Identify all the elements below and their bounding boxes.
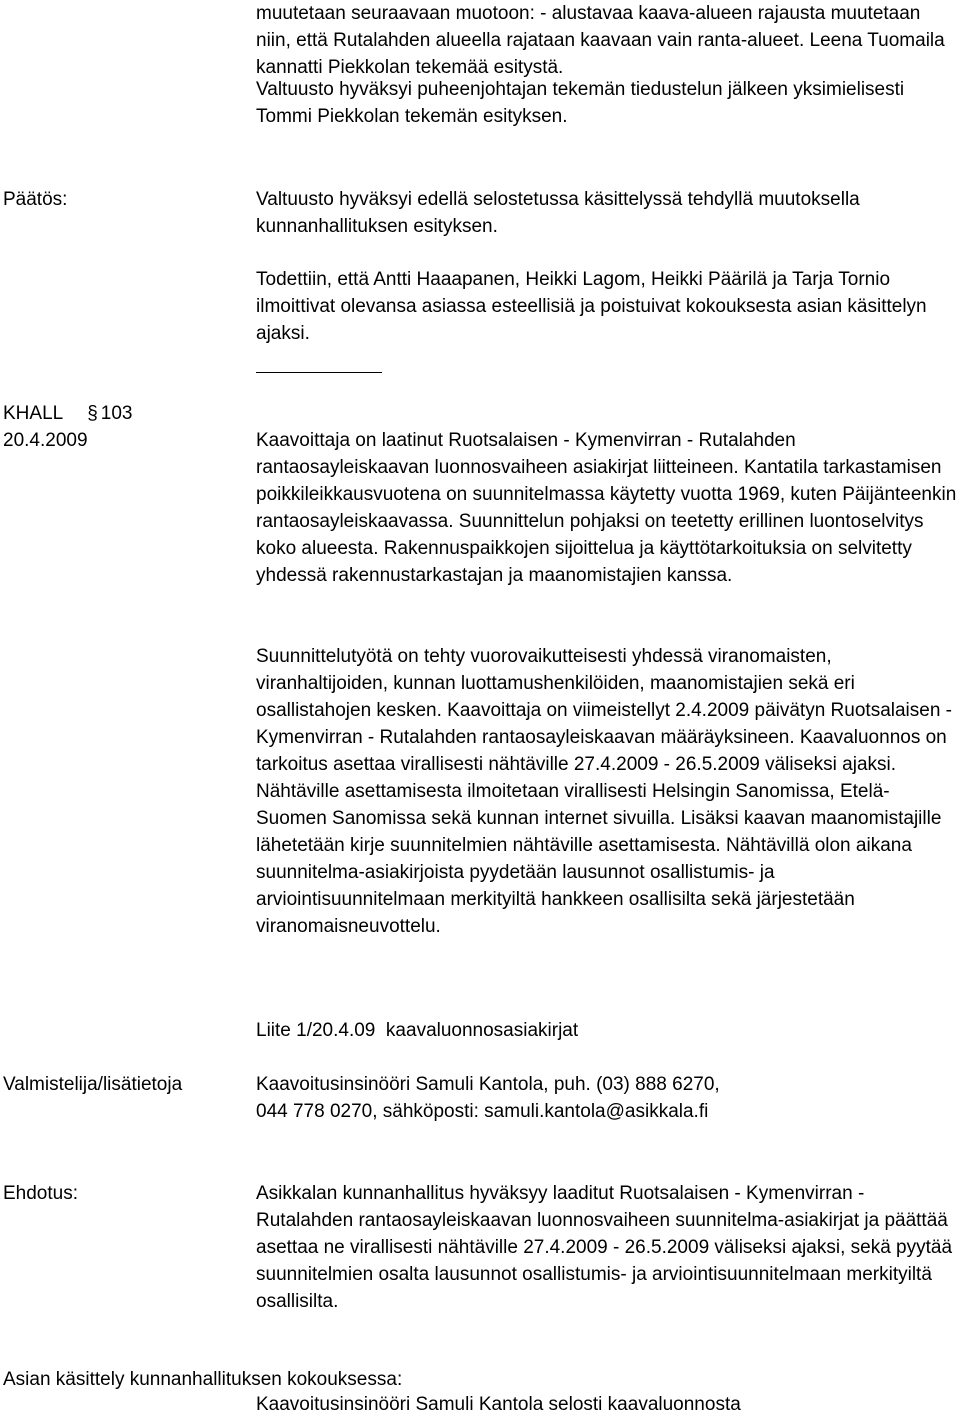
preparer-line-1: Kaavoitusinsinööri Samuli Kantola, puh. (03) 888 6270, (256, 1074, 720, 1095)
separator-line (256, 372, 382, 373)
board-meeting-heading: Asian käsittely kunnanhallituksen kokouksessa: (3, 1369, 403, 1390)
item-date: 20.4.2009 (3, 430, 88, 451)
item-number: 103 (100, 403, 133, 424)
item-reference (3, 400, 132, 427)
proposal-text: Asikkalan kunnanhallitus hyväksyy laaditut Ruotsalaisen - Kymenvirran - Rutalahden rantaosayleiskaavan luonnosvaiheen suunnitelma-asiakirjat ja päättää asettaa ne virallisesti nähtäville 27.4.2009 - 26.5.2009 väliseksi ajaksi, sekä pyytää suunnitelmien osalta lausunnot osallistumis- ja arviointisuunnitelmaan merkityiltä osallisilta. (256, 1183, 953, 1312)
item-paragraph-1: Kaavoittaja on laatinut Ruotsalaisen - Kymenvirran - Rutalahden rantaosayleiskaavan luonnosvaiheen asiakirjat liitteineen. Kantatila tarkastamisen poikkileikkausvuotena on suunnitelmassa käytetty vuotta 1969, kuten Päijänteenkin rantaosayleiskaavassa. Suunnittelun pohjaksi on teetetty erillinen luontoselvitys koko alueesta. Rakennuspaikkojen sijoittelua ja käyttötarkoituksia on selvitetty yhdessä rakennustarkastajan ja maanomistajien kanssa. (256, 430, 957, 586)
body-abbreviation: KHALL (3, 403, 64, 424)
preparer-label: Valmistelija/lisätietoja (3, 1074, 183, 1095)
continuation-paragraph-2: Valtuusto hyväksyi puheenjohtajan tekemän tiedustelun jälkeen yksimielisesti Tommi Piekkolan tekemän esityksen. (256, 79, 905, 127)
decision-text: Valtuusto hyväksyi edellä selostetussa käsittelyssä tehdyllä muutoksella kunnanhallituksen esityksen. (256, 189, 860, 237)
section-symbol: § (87, 403, 98, 424)
attachment-reference: Liite 1/20.4.09 kaavaluonnosasiakirjat (256, 1020, 579, 1041)
decision-label: Päätös: (3, 189, 68, 210)
preparer-contact (256, 1071, 958, 1125)
continuation-paragraph-1: muutetaan seuraavaan muotoon: - alustavaa kaava-alueen rajausta muutetaan niin, että Rutalahden alueella rajataan kaavaan vain ranta-alueet. Leena Tuomaila kannatti Piekkolan tekemää esitystä. (256, 3, 945, 78)
disqualification-note: Todettiin, että Antti Haaapanen, Heikki Lagom, Heikki Päärilä ja Tarja Tornio ilmoittivat olevansa asiassa esteellisiä ja poistuivat kokouksesta asian käsittelyn ajaksi. (256, 269, 927, 344)
preparer-line-2: 044 778 0270, sähköposti: samuli.kantola@asikkala.fi (256, 1101, 709, 1122)
item-paragraph-2: Suunnittelutyötä on tehty vuorovaikutteisesti yhdessä viranomaisten, viranhaltijoiden, kunnan luottamushenkilöiden, maanomistajien sekä eri osallistahojen kesken. Kaavoittaja on viimeistellyt 2.4.2009 päivätyn Ruotsalaisen - Kymenvirran - Rutalahden rantaosayleiskaavan määräyksineen. Kaavaluonnos on tarkoitus asettaa virallisesti nähtäville 27.4.2009 - 26.5.2009 väliseksi ajaksi. Nähtäville asettamisesta ilmoitetaan virallisesti Helsingin Sanomissa, Etelä-Suomen Sanomissa sekä kunnan internet sivuilla. Lisäksi kaavan maanomistajille lähetetään kirje suunnitelmien nähtäville asettamisesta. Nähtävillä olon aikana suunnitelma-asiakirjoista pyydetään lausunnot osallistumis- ja arviointisuunnitelmaan merkityiltä hankkeen osallisilta sekä järjestetään viranomaisneuvottelu. (256, 646, 953, 937)
board-meeting-text: Kaavoitusinsinööri Samuli Kantola selosti kaavaluonnosta (256, 1394, 741, 1415)
proposal-label: Ehdotus: (3, 1183, 78, 1204)
